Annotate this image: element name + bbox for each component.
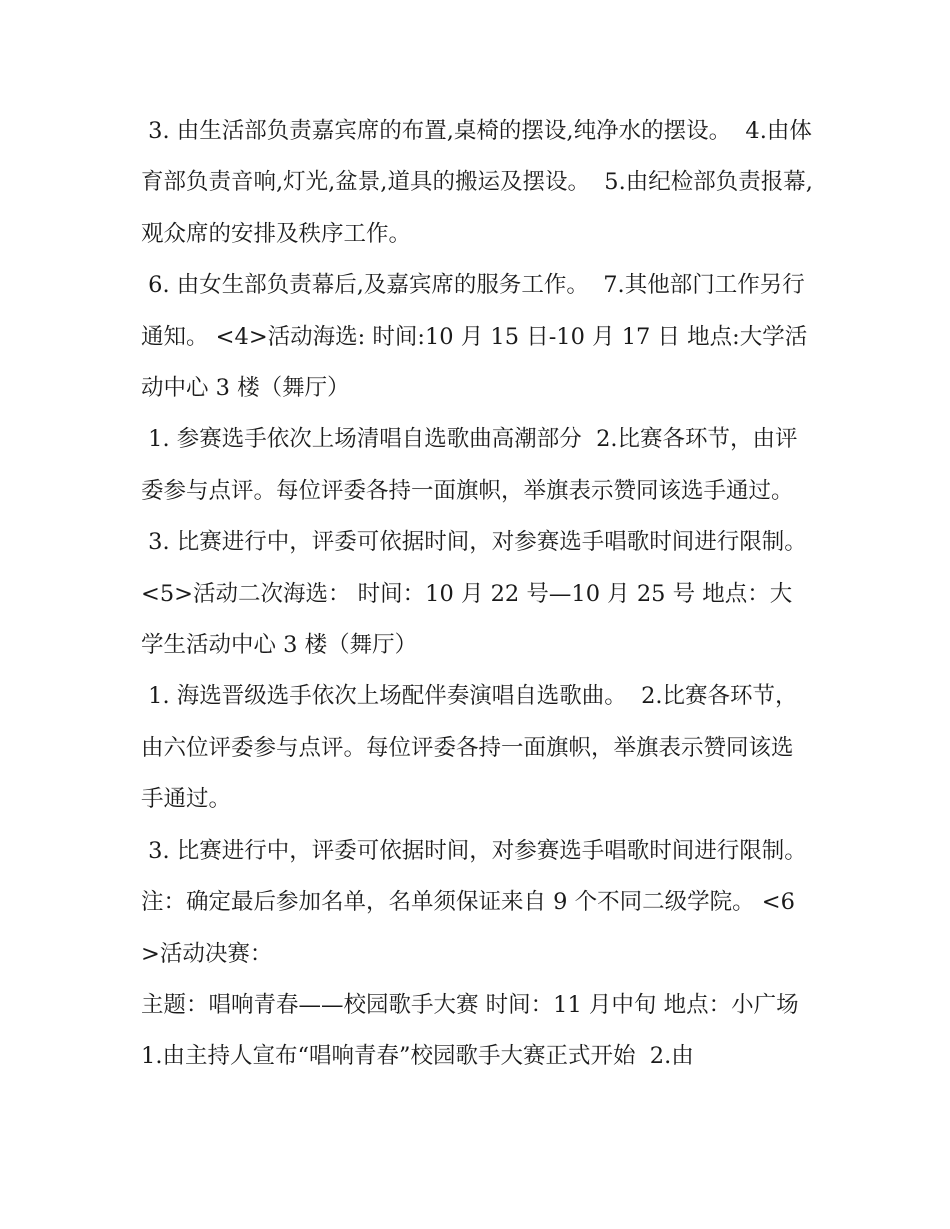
paragraph-2: 6. 由女生部负责幕后,及嘉宾席的服务工作。 7.其他部门工作另行通知。 <4>活动海选: 时间:10 月 15 日-10 月 17 日 地点:大学活动中心 3 楼（舞厅） bbox=[141, 272, 808, 402]
paragraph-3: 1. 参赛选手依次上场清唱自选歌曲高潮部分 2.比赛各环节，由评委参与点评。每位评委各持一面旗帜，举旗表示赞同该选手通过。 bbox=[141, 426, 798, 504]
paragraph-7: 主题：唱响青春——校园歌手大赛 时间：11 月中旬 地点：小广场 1.由主持人宣布“唱响青春”校园歌手大赛正式开始 2.由 bbox=[141, 991, 813, 1070]
document-body bbox=[141, 106, 813, 1083]
paragraph-6: 3. 比赛进行中，评委可依据时间，对参赛选手唱歌时间进行限制。 注：确定最后参加名单，名单须保证来自 9 个不同二级学院。 <6>活动决赛： bbox=[141, 837, 814, 967]
paragraph-1: 3. 由生活部负责嘉宾席的布置,桌椅的摆设,纯净水的摆设。 4.由体育部负责音响,灯光,盆景,道具的搬运及摆设。 5.由纪检部负责报幕,观众席的安排及秩序工作。 bbox=[141, 118, 813, 247]
paragraph-4: 3. 比赛进行中，评委可依据时间，对参赛选手唱歌时间进行限制。 <5>活动二次海选： 时间：10 月 22 号—10 月 25 号 地点：大学生活动中心 3 楼（舞厅） bbox=[141, 529, 814, 659]
paragraph-5: 1. 海选晋级选手依次上场配伴奏演唱自选歌曲。 2.比赛各环节，由六位评委参与点评。每位评委各持一面旗帜，举旗表示赞同该选手通过。 bbox=[141, 683, 798, 813]
